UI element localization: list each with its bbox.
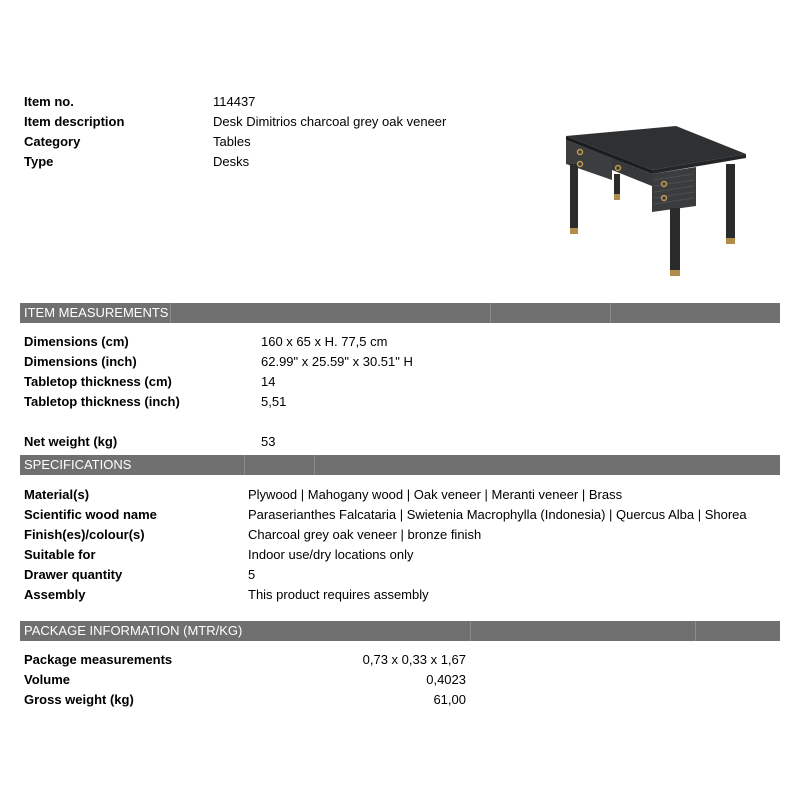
type-value: Desks — [213, 154, 250, 169]
item-measurements-title: ITEM MEASUREMENTS — [24, 305, 169, 320]
dimensions-cm-value: 160 x 65 x H. 77,5 cm — [261, 334, 388, 349]
dimensions-inch-value: 62.99" x 25.59" x 30.51" H — [261, 354, 413, 369]
package-information-title: PACKAGE INFORMATION (MTR/KG) — [24, 623, 243, 638]
package-measurements-label: Package measurements — [24, 652, 173, 667]
tabletop-thickness-inch-value: 5,51 — [261, 394, 287, 409]
net-weight-label: Net weight (kg) — [24, 434, 118, 449]
package-information-header — [20, 621, 780, 641]
scientific-wood-name-label: Scientific wood name — [24, 507, 157, 522]
volume-label: Volume — [24, 672, 70, 687]
item-no-label: Item no. — [24, 94, 74, 109]
finishes-label: Finish(es)/colour(s) — [24, 527, 145, 542]
suitable-for-label: Suitable for — [24, 547, 96, 562]
assembly-value: This product requires assembly — [248, 587, 429, 602]
specifications-header — [20, 455, 780, 475]
tabletop-thickness-cm-value: 14 — [261, 374, 276, 389]
specifications-title: SPECIFICATIONS — [24, 457, 132, 472]
drawer-quantity-value: 5 — [248, 567, 256, 582]
item-description-value: Desk Dimitrios charcoal grey oak veneer — [213, 114, 447, 129]
net-weight-value: 53 — [261, 434, 276, 449]
gross-weight-value: 61,00 — [433, 692, 466, 707]
suitable-for-value: Indoor use/dry locations only — [248, 547, 414, 562]
package-measurements-value: 0,73 x 0,33 x 1,67 — [362, 652, 466, 667]
item-description-label: Item description — [24, 114, 125, 129]
dimensions-cm-label: Dimensions (cm) — [24, 334, 129, 349]
materials-label: Material(s) — [24, 487, 90, 502]
desk-image — [556, 124, 752, 280]
type-label: Type — [24, 154, 54, 169]
dimensions-inch-label: Dimensions (inch) — [24, 354, 137, 369]
finishes-value: Charcoal grey oak veneer | bronze finish — [248, 527, 482, 542]
tabletop-thickness-cm-label: Tabletop thickness (cm) — [24, 374, 172, 389]
materials-value: Plywood | Mahogany wood | Oak veneer | Meranti veneer | Brass — [248, 487, 623, 502]
scientific-wood-name-value: Paraserianthes Falcataria | Swietenia Macrophylla (Indonesia) | Quercus Alba | Shorea — [248, 507, 747, 522]
category-value: Tables — [213, 134, 251, 149]
item-measurements-header — [20, 303, 780, 323]
gross-weight-label: Gross weight (kg) — [24, 692, 134, 707]
assembly-label: Assembly — [24, 587, 86, 602]
tabletop-thickness-inch-label: Tabletop thickness (inch) — [24, 394, 180, 409]
category-label: Category — [24, 134, 81, 149]
item-no-value: 114437 — [213, 94, 256, 109]
volume-value: 0,4023 — [426, 672, 466, 687]
drawer-quantity-label: Drawer quantity — [24, 567, 123, 582]
